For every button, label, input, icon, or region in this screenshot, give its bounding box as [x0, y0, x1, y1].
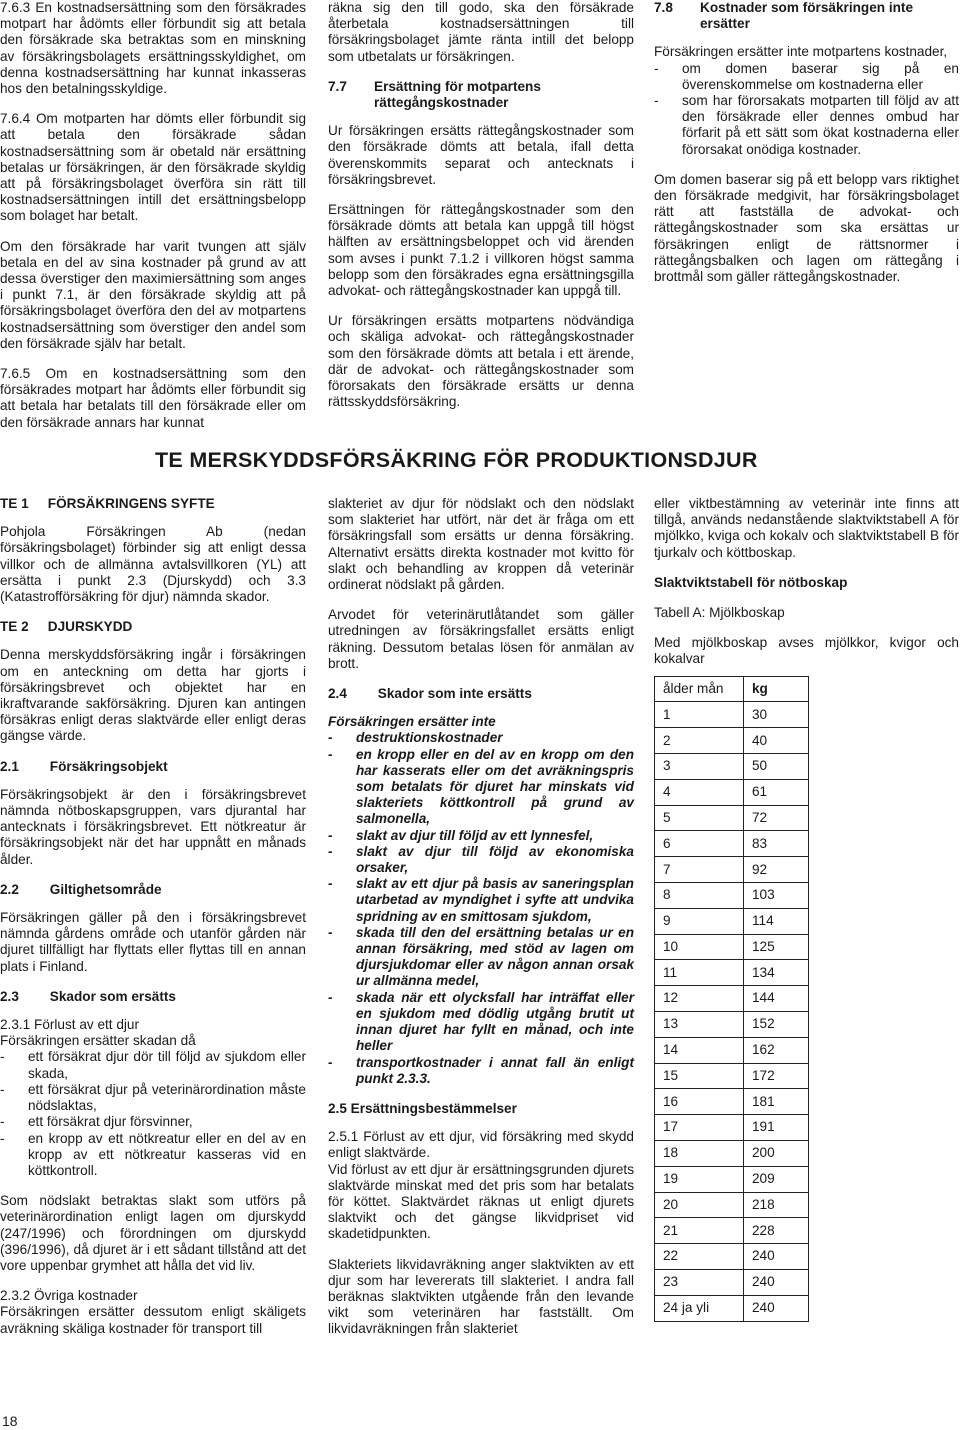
list-item: - ett försäkrat djur dör till följd av sjukdom eller skada, — [0, 1049, 306, 1081]
heading-2-4 — [328, 686, 634, 702]
table-cell-age: 3 — [655, 754, 744, 780]
heading-number: TE 2 — [0, 619, 29, 635]
table-header-age: ålder mån — [655, 676, 744, 702]
table-cell-kg: 72 — [744, 805, 809, 831]
list-item: - skada till den del ersättning betalas ur en annan försäkring, med stöd av lagen om djursjukdomar eller av någon annan orsak ur allmänna medel, — [328, 925, 634, 990]
table-row — [655, 805, 809, 831]
paragraph-7-6-4-cont: Om den försäkrade har varit tvungen att själv betala en del av sina kostnader på grund av att dessa överstiger den maximiersättning som anges i punkt 7.1, är den försäkrade skyldig att på försäkringsbolaget överföra den del av motpartens kostnadsersättning som överstiger den andel som den försäkrade själv har betalt. — [0, 238, 306, 351]
list-item: - slakt av ett djur på basis av saneringsplan utarbetad av myndighet i syfte att undvika spridning av en smittosam sjukdom, — [328, 876, 634, 925]
table-row — [655, 857, 809, 883]
list-item: - en kropp eller en del av en kropp om den har kasserats eller om det avräkningspris som betalats för djuret har minskats vid slakteriets köttkontroll på grund av salmonella, — [328, 747, 634, 828]
table-row — [655, 1295, 809, 1321]
table-cell-kg: 125 — [744, 934, 809, 960]
table-cell-kg: 200 — [744, 1140, 809, 1166]
table-cell-age: 14 — [655, 1037, 744, 1063]
paragraph-2-2: Försäkringen gäller på den i försäkringsbrevet nämnda gårdens område och utanför gården när djuret tillfälligt har flyttats eller flyttas till en annan plats i Finland. — [0, 910, 306, 974]
heading-2-5: 2.5 Ersättningsbestämmelser — [328, 1100, 517, 1116]
table-cell-kg: 218 — [744, 1192, 809, 1218]
heading-7-7 — [328, 79, 634, 111]
top-column-3 — [654, 0, 959, 299]
paragraph-7-7-b: Ersättningen för rättegångskostnader som den försäkrade dömts att betala kan uppgå till högst hälften av ersättningsbeloppet och vid ärenden som avses i punkt 7.1.2 i villkoren högst samma belopp som den försäkrades egna ersättningsgilla advokat- och rättegångskostnader kan uppgå till. — [328, 202, 634, 299]
paragraph-2-3-1-intro: Försäkringen ersätter skadan då — [0, 1033, 196, 1049]
table-row — [655, 960, 809, 986]
table-cell-kg: 134 — [744, 960, 809, 986]
paragraph-7-6-3: 7.6.3 En kostnadsersättning som den försäkrades motpart har ådömts eller förbundit sig att betala den försäkrade ska betraktas som en minskning av försäkringsbolagets ersättningsskyldighet, om denna kostnadsersättning har kunnat inkasseras hos den betalningsskyldige. — [0, 0, 306, 97]
table-row — [655, 754, 809, 780]
table-cell-age: 20 — [655, 1192, 744, 1218]
list-item: - slakt av djur till följd av ett lynnesfel, — [328, 828, 634, 844]
table-row — [655, 1063, 809, 1089]
table-row — [655, 702, 809, 728]
table-cell-age: 19 — [655, 1166, 744, 1192]
heading-number: TE 1 — [0, 496, 29, 511]
table-cell-kg: 172 — [744, 1063, 809, 1089]
table-cell-age: 7 — [655, 857, 744, 883]
table-cell-age: 12 — [655, 986, 744, 1012]
list-item: - skada när ett olycksfall har inträffat eller en sjukdom med dödlig utgång brutit ut innan djuret har fyllt en månad, och inte heller — [328, 990, 634, 1055]
table-row — [655, 1089, 809, 1115]
table-row — [655, 1115, 809, 1141]
heading-number: 7.7 — [328, 78, 347, 94]
table-cell-age: 13 — [655, 1011, 744, 1037]
list-item: - som har förorsakats motparten till följd av att den försäkrade eller dennes ombud har förfarit på ett sätt som ökat kostnaderna eller förorsakat onödiga kostnader. — [654, 93, 959, 158]
table-row — [655, 1192, 809, 1218]
paragraph-7-6-4: 7.6.4 Om motparten har dömts eller förbundit sig att betala den försäkrade sådan kostnadsersättning som är obetald när ersättning betalas ur försäkringen, är den försäkrade skyldig att på försäkringsbolaget överföra sin rätt till kostnadsersättningen intill det ersättningsbelopp som bolaget har betalt. — [0, 111, 306, 224]
paragraph-table-intro: eller viktbestämning av veterinär inte finns att tillgå, används nedanstående slaktviktstabell A för mjölkko, kviga och kokalv och slaktviktstabell B för tjurkalv och köttboskap. — [654, 496, 959, 560]
table-cell-kg: 114 — [744, 908, 809, 934]
bottom-column-2 — [328, 496, 634, 1352]
heading-7-8 — [654, 0, 959, 32]
table-row — [655, 1244, 809, 1270]
table-cell-age: 18 — [655, 1140, 744, 1166]
list-item: - destruktionskostnader — [328, 730, 634, 746]
table-row — [655, 986, 809, 1012]
paragraph-2-3-2: Försäkringen ersätter dessutom enligt skäligets avräkning skäliga kostnader för transport till — [0, 1304, 306, 1336]
heading-2-2 — [0, 882, 306, 898]
table-cell-age: 21 — [655, 1218, 744, 1244]
heading-text: FÖRSÄKRINGENS SYFTE — [47, 496, 215, 511]
table-cell-age: 11 — [655, 960, 744, 986]
heading-text: Giltighetsområde — [49, 881, 162, 897]
table-cell-kg: 240 — [744, 1295, 809, 1321]
table-row — [655, 831, 809, 857]
list-item: - transportkostnader i annat fall än enligt punkt 2.3.3. — [328, 1055, 634, 1087]
table-cell-age: 2 — [655, 728, 744, 754]
heading-2-3 — [0, 989, 306, 1005]
table-header-kg: kg — [744, 676, 809, 702]
slaughter-weight-table — [654, 676, 809, 1322]
table-cell-age: 24 ja yli — [655, 1295, 744, 1321]
list-item: - slakt av djur till följd av ekonomiska orsaker, — [328, 844, 634, 876]
table-cell-kg: 191 — [744, 1115, 809, 1141]
table-cell-kg: 103 — [744, 883, 809, 909]
table-row — [655, 728, 809, 754]
bottom-column-3 — [654, 496, 959, 1322]
table-cell-age: 8 — [655, 883, 744, 909]
heading-te1 — [0, 496, 306, 512]
heading-2-1 — [0, 759, 306, 775]
table-cell-age: 23 — [655, 1269, 744, 1295]
table-cell-kg: 83 — [744, 831, 809, 857]
table-row — [655, 1166, 809, 1192]
table-cell-kg: 240 — [744, 1269, 809, 1295]
paragraph-7-7-a: Ur försäkringen ersätts rättegångskostnader som den försäkrade dömts att betala, ifall detta överenskommits separat och antecknats i försäkringsbrevet. — [328, 123, 634, 187]
heading-text: Kostnader som försäkringen inte ersätter — [700, 0, 914, 32]
paragraph-2-3-1: Som nödslakt betraktas slakt som utförs på veterinärordination enligt lagen om djurskydd (247/1996) och förordningen om djurskydd (396/1996), då djuret är i ett sådant tillstånd att det vore uppenbar grymhet att hålla det vid liv. — [0, 1193, 306, 1273]
table-cell-age: 17 — [655, 1115, 744, 1141]
paragraph-7-7-c: Ur försäkringen ersätts motpartens nödvändiga och skäliga advokat- och rättegångskostnader som den försäkrade dömts att betala i ett ärende, där de advokat- och rättegångskostnader som förorsakats den försäkrade ersätts ur denna rättsskyddsförsäkring. — [328, 313, 634, 410]
table-subtitle: Tabell A: Mjölkboskap — [654, 605, 785, 621]
table-row — [655, 1037, 809, 1063]
table-cell-age: 6 — [655, 831, 744, 857]
paragraph-2-3-2-cont: slakteriet av djur för nödslakt och den nödslakt som slakteriet har utfört, när det är fråga om ett försäkringsfall som ersätts ur denna försäkring. Alternativt ersätts direkta kostnader mot kvitto för slakt och behandling av kroppen då veterinär ordinerat nödslakt på gården. — [328, 496, 634, 593]
page-number: 18 — [2, 1413, 18, 1429]
paragraph-7-8-b: Om domen baserar sig på ett belopp vars riktighet den försäkrade medgivit, har försäkringsbolaget rätt att fastställa de advokat- och rättegångskostnader som ska ersättas ur försäkringen enligt de rättsnormer i rättegångsbalken och lagen om rättegång i brottmål som gäller rättegångskostnader. — [654, 171, 959, 285]
table-description: Med mjölkboskap avses mjölkkor, kvigor och kokalvar — [654, 635, 959, 667]
heading-text: Ersättning för motpartens rättegångskostnader — [374, 78, 541, 111]
paragraph-2-5-1-b: Vid förlust av ett djur är ersättningsgrunden djurets slaktvärde minskat med det pris som har betalats för köttet. Slaktvärdet räknas ut enligt djurets slaktvikt och det gängse likvidpriset vid skadetidpunkten. — [328, 1161, 634, 1242]
bottom-column-1 — [0, 496, 306, 1337]
paragraph-2-5-1: 2.5.1 Förlust av ett djur, vid försäkring med skydd enligt slaktvärde. — [328, 1129, 634, 1161]
heading-number: 2.4 — [328, 686, 347, 702]
list-2-4 — [328, 730, 634, 1086]
paragraph-7-6-5-cont: räkna sig den till godo, ska den försäkrade återbetala kostnadsersättningen till försäkringsbolaget jämte ränta intill det belopp som utbetalats ur försäkringen. — [328, 0, 634, 64]
table-cell-age: 22 — [655, 1244, 744, 1270]
list-item: - en kropp av ett nötkreatur eller en del av en kropp av ett nötkreatur kasseras vid en köttkontroll. — [0, 1131, 306, 1180]
table-cell-kg: 228 — [744, 1218, 809, 1244]
heading-text: Försäkringsobjekt — [49, 758, 168, 774]
subheading-2-3-2: 2.3.2 Övriga kostnader — [0, 1288, 138, 1304]
table-cell-age: 4 — [655, 779, 744, 805]
table-cell-kg: 61 — [744, 779, 809, 805]
table-cell-age: 10 — [655, 934, 744, 960]
table-cell-kg: 30 — [744, 702, 809, 728]
paragraph-te2: Denna merskyddsförsäkring ingår i försäkringen om en anteckning om detta har gjorts i försäkringsbrevet och objektet har en ikraftvarande sakförsäkring. Djuren kan antingen försäkras enligt deras slaktvärde eller enligt deras gängse värde. — [0, 647, 306, 744]
heading-text: Skador som ersätts — [49, 988, 176, 1004]
table-cell-kg: 92 — [744, 857, 809, 883]
table-row — [655, 1011, 809, 1037]
table-cell-kg: 162 — [744, 1037, 809, 1063]
heading-text: DJURSKYDD — [47, 619, 133, 635]
paragraph-2-1: Försäkringsobjekt är den i försäkringsbrevet nämnda nötboskapsgruppen, vars djurantal har antecknats i försäkringsbrevet. Ett nötkreatur är försäkringsobjekt när det har uppnått en månads ålder. — [0, 786, 306, 867]
paragraph-7-6-5: 7.6.5 Om en kostnadsersättning som den försäkrades motpart har ådömts eller förbundit sig att betala har betalats till den försäkrade eller om den försäkrade annars har kunnat — [0, 366, 306, 430]
heading-text: Skador som inte ersätts — [377, 686, 532, 702]
list-item: - om domen baserar sig på en överenskommelse om kostnaderna eller — [654, 61, 959, 93]
table-cell-age: 5 — [655, 805, 744, 831]
heading-number: 2.1 — [0, 758, 19, 774]
top-column-1 — [0, 0, 306, 431]
list-7-8 — [654, 61, 959, 158]
top-column-2 — [328, 0, 634, 424]
paragraph-te1: Pohjola Försäkringen Ab (nedan försäkringsbolaget) förbinder sig att enligt dessa villkor och de allmänna avtalsvillkoren (YL) att ersätta i punkt 2.3 (Djurskydd) och 3.3 (Katastrofförsäkring för djur) nämnda skador. — [0, 524, 306, 605]
subheading-2-3-1: 2.3.1 Förlust av ett djur — [0, 1017, 140, 1033]
table-row — [655, 908, 809, 934]
table-cell-age: 16 — [655, 1089, 744, 1115]
table-row — [655, 883, 809, 909]
table-title: Slaktviktstabell för nötboskap — [654, 574, 848, 590]
table-row — [655, 934, 809, 960]
table-row — [655, 1269, 809, 1295]
paragraph-2-4-intro: Försäkringen ersätter inte — [328, 714, 496, 730]
table-row — [655, 779, 809, 805]
table-cell-kg: 181 — [744, 1089, 809, 1115]
table-cell-kg: 209 — [744, 1166, 809, 1192]
paragraph-2-3-2-b: Arvodet för veterinärutlåtandet som gäller utredningen av försäkringsfallet ersätts enligt räkning. Dessutom betalas lösen för anmälan av brott. — [328, 607, 634, 671]
table-cell-kg: 152 — [744, 1011, 809, 1037]
section-title: TE MERSKYDDSFÖRSÄKRING FÖR PRODUKTIONSDJUR — [155, 448, 758, 472]
table-cell-kg: 50 — [744, 754, 809, 780]
table-cell-age: 15 — [655, 1063, 744, 1089]
table-row — [655, 1218, 809, 1244]
list-item: - ett försäkrat djur försvinner, — [0, 1114, 306, 1130]
table-header-row — [655, 676, 809, 702]
table-row — [655, 1140, 809, 1166]
table-cell-age: 1 — [655, 702, 744, 728]
heading-number: 2.3 — [0, 988, 19, 1004]
heading-number: 7.8 — [654, 0, 673, 15]
paragraph-7-8-intro: Försäkringen ersätter inte motpartens kostnader, — [654, 44, 948, 60]
table-cell-kg: 240 — [744, 1244, 809, 1270]
list-2-3-1 — [0, 1049, 306, 1179]
table-cell-kg: 144 — [744, 986, 809, 1012]
paragraph-2-5-1-c: Slakteriets likvidavräkning anger slaktvikten av ett djur som har levererats till slakteriet. I andra fall beräknas slaktvikten utgående från den levande vikt som veterinären har fastställt. Om likvidavräkningen från slakteriet — [328, 1256, 634, 1337]
list-item: - ett försäkrat djur på veterinärordination måste nödslaktas, — [0, 1082, 306, 1114]
table-cell-age: 9 — [655, 908, 744, 934]
heading-number: 2.2 — [0, 881, 19, 897]
heading-te2 — [0, 619, 306, 635]
table-cell-kg: 40 — [744, 728, 809, 754]
